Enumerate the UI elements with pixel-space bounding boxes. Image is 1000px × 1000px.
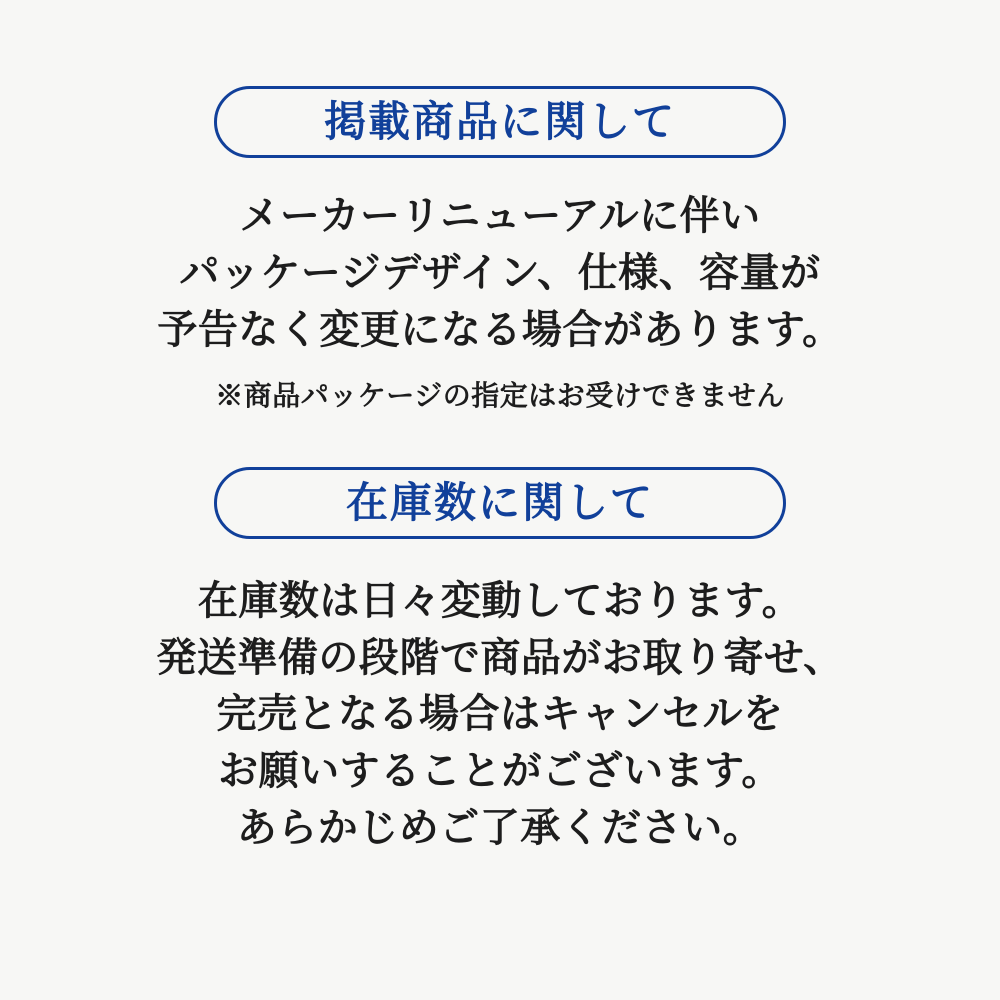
body-line: 発送準備の段階で商品がお取り寄せ、 xyxy=(156,635,844,680)
section-body-product xyxy=(157,188,842,415)
section-heading-label-product: 掲載商品に関して xyxy=(323,98,676,145)
section-note-product: ※商品パッケージの指定はお受けできません xyxy=(215,380,785,412)
body-line: 予告なく変更になる場合があります。 xyxy=(157,307,843,352)
section-heading-pill-product xyxy=(214,86,786,158)
body-line: パッケージデザイン、仕様、容量が xyxy=(179,250,821,295)
section-product-listing xyxy=(0,86,1000,415)
section-heading-pill-stock xyxy=(214,467,786,539)
body-line: メーカーリニューアルに伴い xyxy=(239,194,761,238)
body-line: 在庫数は日々変動しております。 xyxy=(197,578,803,623)
body-line: お願いすることがございます。 xyxy=(218,749,782,794)
section-body-stock xyxy=(156,573,843,857)
body-line: 完売となる場合はキャンセルを xyxy=(216,692,784,737)
body-line: あらかじめご了承ください。 xyxy=(236,805,764,850)
section-stock xyxy=(0,467,1000,857)
section-heading-label-stock: 在庫数に関して xyxy=(345,478,654,526)
